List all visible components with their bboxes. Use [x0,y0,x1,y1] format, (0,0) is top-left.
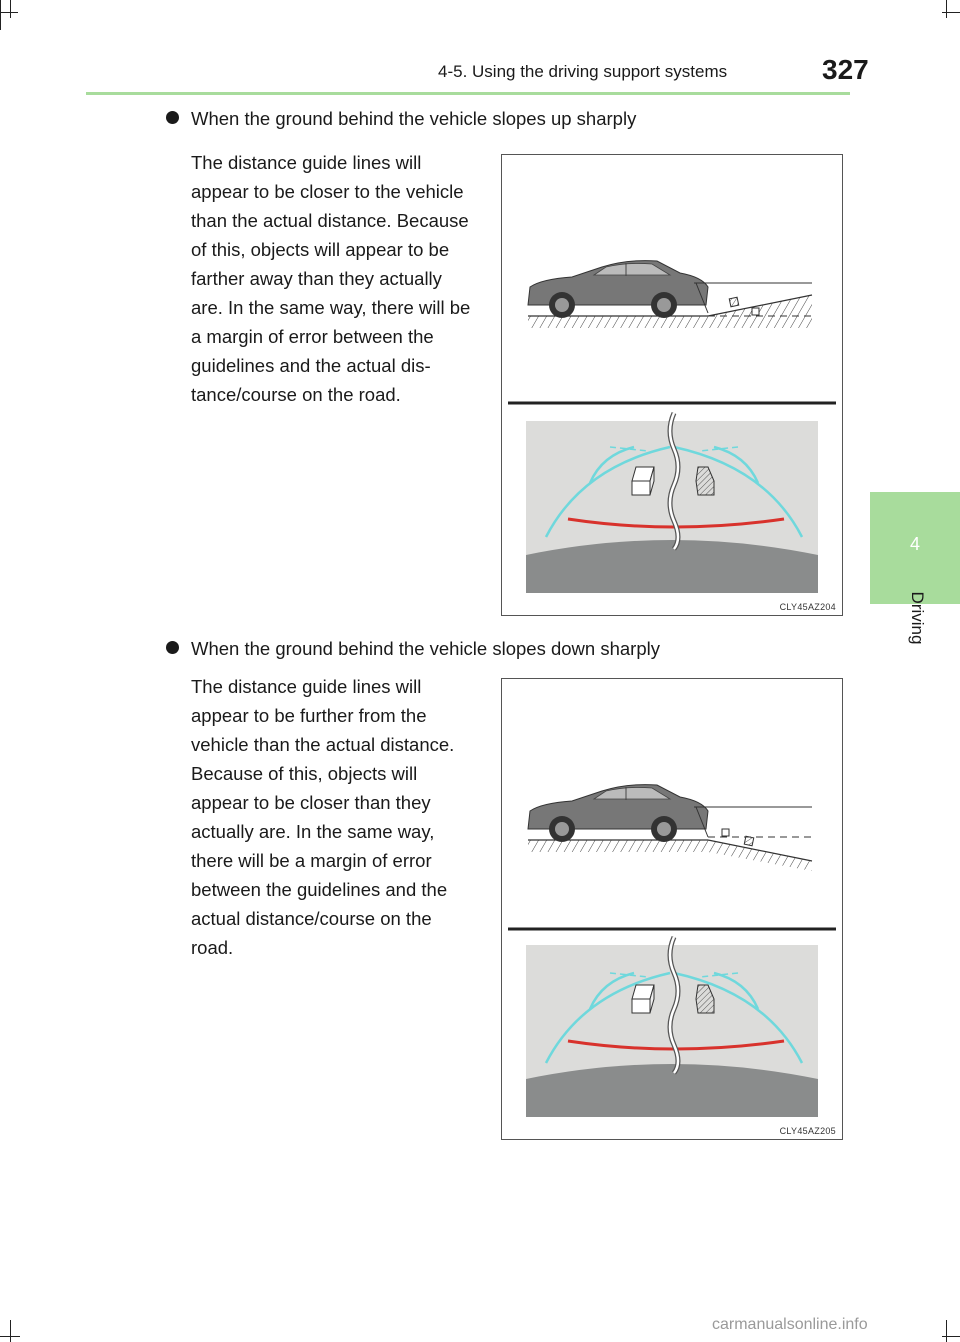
text-line: vehicle than the actual distance. [191,734,455,755]
text-line: Because of this, objects will [191,763,418,784]
text-line: road. [191,937,234,958]
text-line: a margin of error between the [191,326,434,347]
crop-mark [0,12,18,13]
page-number: 327 [822,54,869,85]
text-line: there will be a margin of error [191,850,432,871]
figure-slope-up [501,154,843,616]
bumper-area [526,540,818,593]
figure-slope-down [501,678,843,1140]
crop-mark [946,1320,947,1342]
figure-code: CLY45AZ205 [779,1126,836,1136]
object-marker [722,829,729,836]
crop-mark [10,1320,11,1342]
bumper-area [526,1064,818,1117]
bullet-dot-icon [166,111,179,124]
text-line: between the guidelines and the [191,879,448,900]
crop-mark [10,0,11,18]
car-side-view [528,261,708,318]
car-side-view [528,785,708,842]
text-line: of this, objects will appear to be [191,239,450,260]
chapter-label-wrap [903,591,927,686]
figure-code: CLY45AZ204 [779,602,836,612]
ground-hatch [528,840,812,871]
body-text-slopes-up [191,148,483,409]
object-marker [752,308,759,315]
object-marker [729,297,738,306]
text-line: The distance guide lines will [191,152,422,173]
text-line: actual distance/course on the [191,908,432,929]
header-rule [86,92,850,95]
text-line: are. In the same way, there will be [191,297,471,318]
bullet-slopes-down [166,638,660,660]
chapter-label: Driving [908,591,927,645]
text-line: guidelines and the actual dis- [191,355,431,376]
bullet-text: When the ground behind the vehicle slopes up sharply [191,108,637,129]
slope-up-illustration [502,155,842,615]
text-line: appear to be further from the [191,705,427,726]
crop-mark [946,0,947,18]
text-line: than the actual distance. Because [191,210,469,231]
chapter-number: 4 [909,534,920,554]
text-line: The distance guide lines will [191,676,422,697]
crop-mark [942,1336,960,1337]
object-marker [744,836,753,845]
text-line: actually are. In the same way, [191,821,435,842]
crop-mark [0,0,1,30]
chapter-tab [870,492,960,604]
watermark: carmanualsonline.info [712,1316,868,1333]
bullet-dot-icon [166,641,179,654]
body-text-slopes-down [191,672,483,962]
bullet-text: When the ground behind the vehicle slopes down sharply [191,638,660,659]
ground-hatch [528,316,708,328]
text-line: appear to be closer to the vehicle [191,181,464,202]
section-header-title: 4-5. Using the driving support systems [438,62,728,81]
slope-down-illustration [502,679,842,1139]
crop-mark [942,12,960,13]
text-line: tance/course on the road. [191,384,401,405]
bullet-slopes-up [166,108,636,130]
text-line: appear to be closer than they [191,792,431,813]
text-line: farther away than they actually [191,268,442,289]
